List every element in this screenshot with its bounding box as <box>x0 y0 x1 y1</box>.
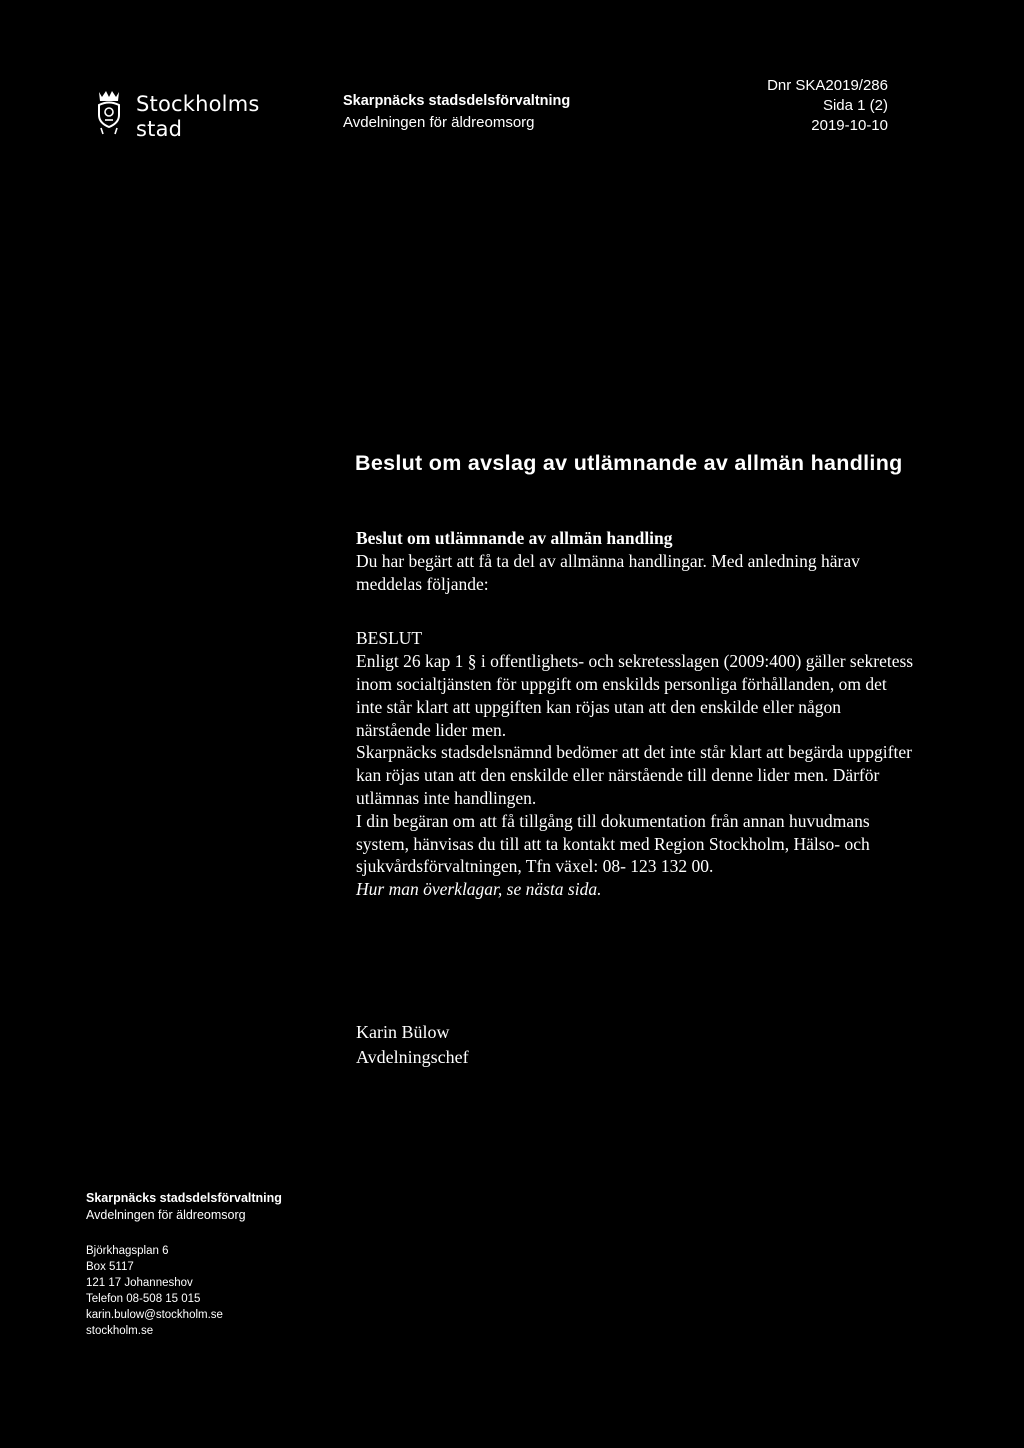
header-meta <box>767 76 888 136</box>
footer-website: stockholm.se <box>86 1325 154 1337</box>
logo-line-stad: stad <box>136 117 183 141</box>
page-number: Sida 1 (2) <box>822 97 888 114</box>
letter-body <box>356 527 916 901</box>
body-paragraph-3: I din begäran om att få tillgång till dokumentation från annan huvudmans system, hänvisas du till att ta kontakt med Region Stockholm, Hälso- och sjukvårdsförvaltningen, Tfn växel: 08- 123 132 00. <box>356 810 870 877</box>
body-paragraph-2: Skarpnäcks stadsdelsnämnd bedömer att det inte står klart att begärda uppgifter kan röjas utan att den enskilde eller närstående till denne lider men. Därför utlämnas inte handlingen. <box>356 742 912 808</box>
header-organization: Skarpnäcks stadsdelsförvaltning <box>343 93 571 109</box>
logo-wordmark <box>136 92 260 142</box>
appeal-note: Hur man överklagar, se nästa sida. <box>356 879 602 900</box>
footer <box>86 1190 282 1339</box>
signature-block <box>356 1020 469 1070</box>
footer-street: Björkhagsplan 6 <box>86 1245 169 1257</box>
header-department-name: Avdelningen för äldreomsorg <box>343 114 535 131</box>
page-title: Beslut om avslag av utlämnande av allmän handling <box>355 451 903 475</box>
document-date: 2019-10-10 <box>811 117 888 134</box>
footer-phone: Telefon 08-508 15 015 <box>86 1293 201 1305</box>
signer-role: Avdelningschef <box>356 1047 469 1067</box>
body-paragraph-1: Enligt 26 kap 1 § i offentlighets- och sekretesslagen (2009:400) gäller sekretess inom socialtjänsten för uppgift om enskilds personliga förhållanden, om det inte står klart att uppgiften kan röjas utan att den enskilde eller någon närstående lider men. <box>356 651 914 740</box>
footer-address <box>86 1243 282 1339</box>
footer-box: Box 5117 <box>86 1261 134 1273</box>
header-department <box>343 91 570 133</box>
footer-organization: Skarpnäcks stadsdelsförvaltning <box>86 1191 282 1205</box>
footer-email: karin.bulow@stockholm.se <box>86 1309 223 1321</box>
footer-department: Avdelningen för äldreomsorg <box>86 1207 246 1222</box>
beslut-heading: BESLUT <box>356 628 423 649</box>
logo-line-city: Stockholms <box>136 92 260 116</box>
body-intro: Du har begärt att få ta del av allmänna handlingar. Med anledning härav meddelas följande: <box>356 550 860 594</box>
diary-number: Dnr SKA2019/286 <box>767 77 888 94</box>
body-subheading: Beslut om utlämnande av allmän handling <box>356 528 673 548</box>
stockholm-crown-icon <box>93 88 125 136</box>
footer-postal: 121 17 Johanneshov <box>86 1277 193 1289</box>
signer-name: Karin Bülow <box>356 1022 450 1042</box>
